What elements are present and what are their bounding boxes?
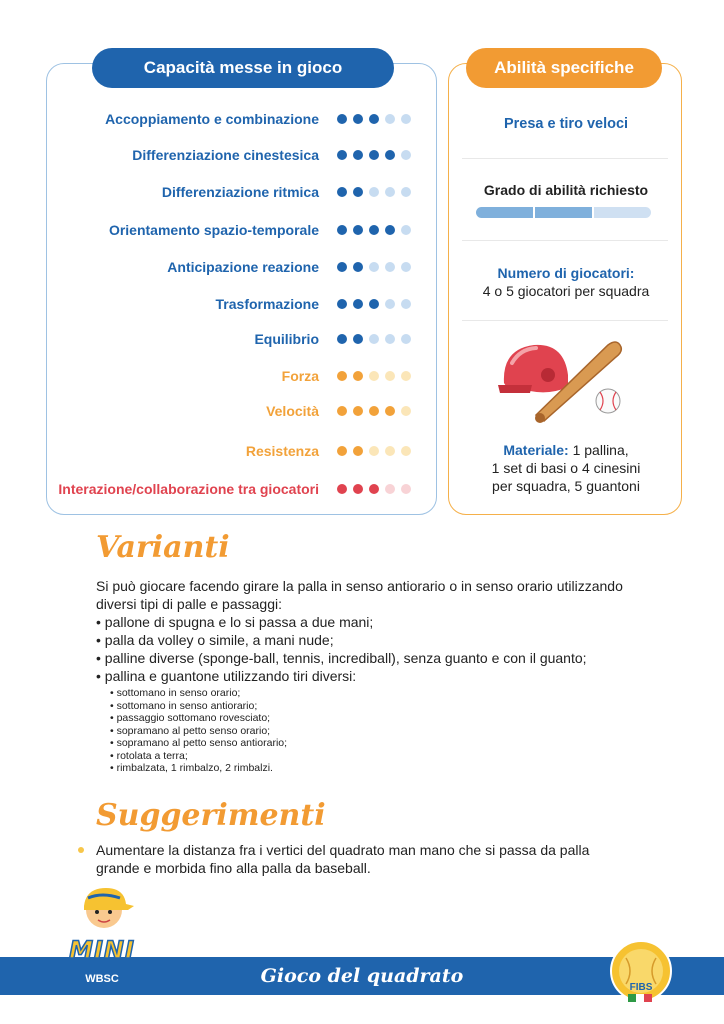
list-item: • sopramano al petto senso antiorario; bbox=[110, 737, 288, 749]
grado-segment-empty bbox=[594, 207, 651, 218]
varianti-title: Varianti bbox=[96, 530, 230, 565]
level-dot-empty bbox=[385, 484, 395, 494]
table-row bbox=[55, 218, 415, 242]
level-dot-filled bbox=[385, 225, 395, 235]
wbsc-text: WBSC bbox=[85, 973, 119, 985]
suggerimenti-line1: Aumentare la distanza fra i vertici del quadrato man mano che si passa da palla bbox=[96, 842, 590, 858]
level-dot-empty bbox=[401, 406, 411, 416]
level-dot-filled bbox=[369, 484, 379, 494]
level-dot-empty bbox=[385, 187, 395, 197]
level-dot-empty bbox=[401, 446, 411, 456]
level-dot-filled bbox=[337, 334, 347, 344]
materiale-block bbox=[456, 441, 676, 495]
level-dot-filled bbox=[369, 225, 379, 235]
level-dot-filled bbox=[353, 187, 363, 197]
helmet-icon bbox=[498, 345, 568, 393]
level-dot-empty bbox=[401, 187, 411, 197]
level-dot-filled bbox=[353, 299, 363, 309]
table-row bbox=[55, 439, 415, 463]
level-dot-filled bbox=[369, 299, 379, 309]
level-dot-empty bbox=[385, 114, 395, 124]
list-item: • passaggio sottomano rovesciato; bbox=[110, 712, 271, 724]
level-dot-empty bbox=[369, 446, 379, 456]
table-row bbox=[55, 180, 415, 204]
capacita-label: Forza bbox=[281, 368, 319, 384]
list-item: • rimbalzata, 1 rimbalzo, 2 rimbalzi. bbox=[110, 762, 273, 774]
level-dot-filled bbox=[337, 187, 347, 197]
capacita-label: Anticipazione reazione bbox=[167, 259, 319, 275]
level-dot-filled bbox=[337, 262, 347, 272]
suggerimenti-title: Suggerimenti bbox=[96, 798, 326, 833]
capacita-title: Capacità messe in gioco bbox=[92, 48, 394, 88]
table-row bbox=[55, 255, 415, 279]
divider bbox=[462, 320, 668, 321]
list-item: • palline diverse (sponge-ball, tennis, incrediball), senza guanto e con il guanto; bbox=[96, 650, 587, 666]
level-dot-empty bbox=[401, 371, 411, 381]
list-item: • rotolata a terra; bbox=[110, 749, 188, 762]
level-dot-filled bbox=[353, 225, 363, 235]
table-row bbox=[55, 292, 415, 316]
divider bbox=[462, 240, 668, 241]
bullet-icon bbox=[78, 847, 84, 853]
level-dot-filled bbox=[337, 150, 347, 160]
varianti-intro1: Si può giocare facendo girare la palla in senso antiorario o in senso orario utilizzando bbox=[96, 578, 623, 594]
level-dot-empty bbox=[385, 299, 395, 309]
level-dot-filled bbox=[337, 114, 347, 124]
level-dot-filled bbox=[337, 406, 347, 416]
table-row bbox=[55, 327, 415, 351]
abilita-title: Abilità specifiche bbox=[466, 48, 662, 88]
level-dot-filled bbox=[385, 150, 395, 160]
capacita-label: Accoppiamento e combinazione bbox=[105, 111, 319, 127]
capacita-label: Resistenza bbox=[245, 443, 319, 459]
level-dot-empty bbox=[385, 371, 395, 381]
level-dot-empty bbox=[385, 262, 395, 272]
table-row bbox=[55, 107, 415, 131]
level-dot-filled bbox=[369, 114, 379, 124]
level-dot-empty bbox=[385, 446, 395, 456]
suggerimenti-line2: grande e morbida fino alla palla da baseball. bbox=[96, 860, 371, 876]
level-dot-filled bbox=[337, 371, 347, 381]
level-dot-empty bbox=[369, 187, 379, 197]
level-dot-filled bbox=[369, 406, 379, 416]
materiale-line2: 1 set di basi o 4 cinesini bbox=[491, 460, 641, 476]
grado-segment-filled bbox=[535, 207, 592, 218]
mini-logo-text: MINI bbox=[69, 936, 135, 964]
list-item: • pallone di spugna e lo si passa a due mani; bbox=[96, 614, 374, 630]
level-dot-filled bbox=[337, 446, 347, 456]
level-dot-empty bbox=[401, 114, 411, 124]
level-dot-filled bbox=[337, 299, 347, 309]
table-row bbox=[55, 477, 415, 501]
list-item: • palla da volley o simile, a mani nude; bbox=[96, 632, 334, 648]
materiale-line3: per squadra, 5 guantoni bbox=[492, 478, 640, 494]
helmet-bat-ball-illustration bbox=[490, 335, 630, 425]
capacita-label: Orientamento spazio-temporale bbox=[108, 222, 319, 238]
skill-name: Presa e tiro veloci bbox=[503, 116, 629, 132]
footer-title: Gioco del quadrato bbox=[260, 965, 464, 987]
level-dot-empty bbox=[401, 484, 411, 494]
table-row bbox=[55, 364, 415, 388]
level-dot-filled bbox=[353, 114, 363, 124]
capacita-label: Trasformazione bbox=[215, 296, 319, 312]
suggerimenti-body bbox=[96, 841, 589, 877]
grado-segment-filled bbox=[476, 207, 533, 218]
level-dot-filled bbox=[337, 225, 347, 235]
divider bbox=[462, 158, 668, 159]
capacita-label: Differenziazione ritmica bbox=[161, 184, 319, 200]
level-dot-filled bbox=[369, 150, 379, 160]
capacita-label: Interazione/collaborazione tra giocatori bbox=[58, 481, 319, 497]
level-dot-filled bbox=[353, 371, 363, 381]
capacita-label: Differenziazione cinestesica bbox=[132, 147, 319, 163]
level-dot-filled bbox=[353, 446, 363, 456]
level-dot-filled bbox=[353, 262, 363, 272]
list-item: • pallina e guantone utilizzando tiri diversi: bbox=[96, 668, 357, 684]
grado-label: Grado di abilità richiesto bbox=[483, 182, 649, 198]
capacita-label: Equilibrio bbox=[254, 331, 319, 347]
list-item: • sottomano in senso antiorario; bbox=[110, 699, 258, 712]
materiale-label: Materiale: bbox=[503, 442, 569, 458]
table-row bbox=[55, 399, 415, 423]
giocatori-label: Numero di giocatori: bbox=[497, 265, 635, 281]
level-dot-empty bbox=[369, 334, 379, 344]
materiale-line1: 1 pallina, bbox=[572, 442, 629, 458]
list-item: • sottomano in senso orario; bbox=[110, 687, 241, 699]
level-dot-filled bbox=[337, 484, 347, 494]
grado-bar bbox=[476, 207, 652, 218]
level-dot-filled bbox=[353, 406, 363, 416]
list-item: • sopramano al petto senso orario; bbox=[110, 724, 271, 737]
fibs-logo bbox=[608, 938, 674, 1008]
varianti-sublist bbox=[110, 687, 287, 775]
level-dot-empty bbox=[401, 150, 411, 160]
level-dot-filled bbox=[353, 150, 363, 160]
level-dot-filled bbox=[385, 406, 395, 416]
fibs-text: FIBS bbox=[629, 982, 653, 993]
varianti-intro2: diversi tipi di palle e passaggi: bbox=[96, 596, 282, 612]
giocatori-value: 4 o 5 giocatori per squadra bbox=[482, 283, 650, 299]
level-dot-empty bbox=[401, 262, 411, 272]
table-row bbox=[55, 143, 415, 167]
level-dot-filled bbox=[353, 334, 363, 344]
level-dot-empty bbox=[401, 225, 411, 235]
level-dot-empty bbox=[401, 299, 411, 309]
level-dot-empty bbox=[369, 262, 379, 272]
level-dot-empty bbox=[385, 334, 395, 344]
varianti-body bbox=[96, 577, 623, 685]
ball-icon bbox=[596, 389, 620, 413]
level-dot-empty bbox=[401, 334, 411, 344]
level-dot-empty bbox=[369, 371, 379, 381]
level-dot-filled bbox=[353, 484, 363, 494]
capacita-label: Velocità bbox=[266, 403, 319, 419]
